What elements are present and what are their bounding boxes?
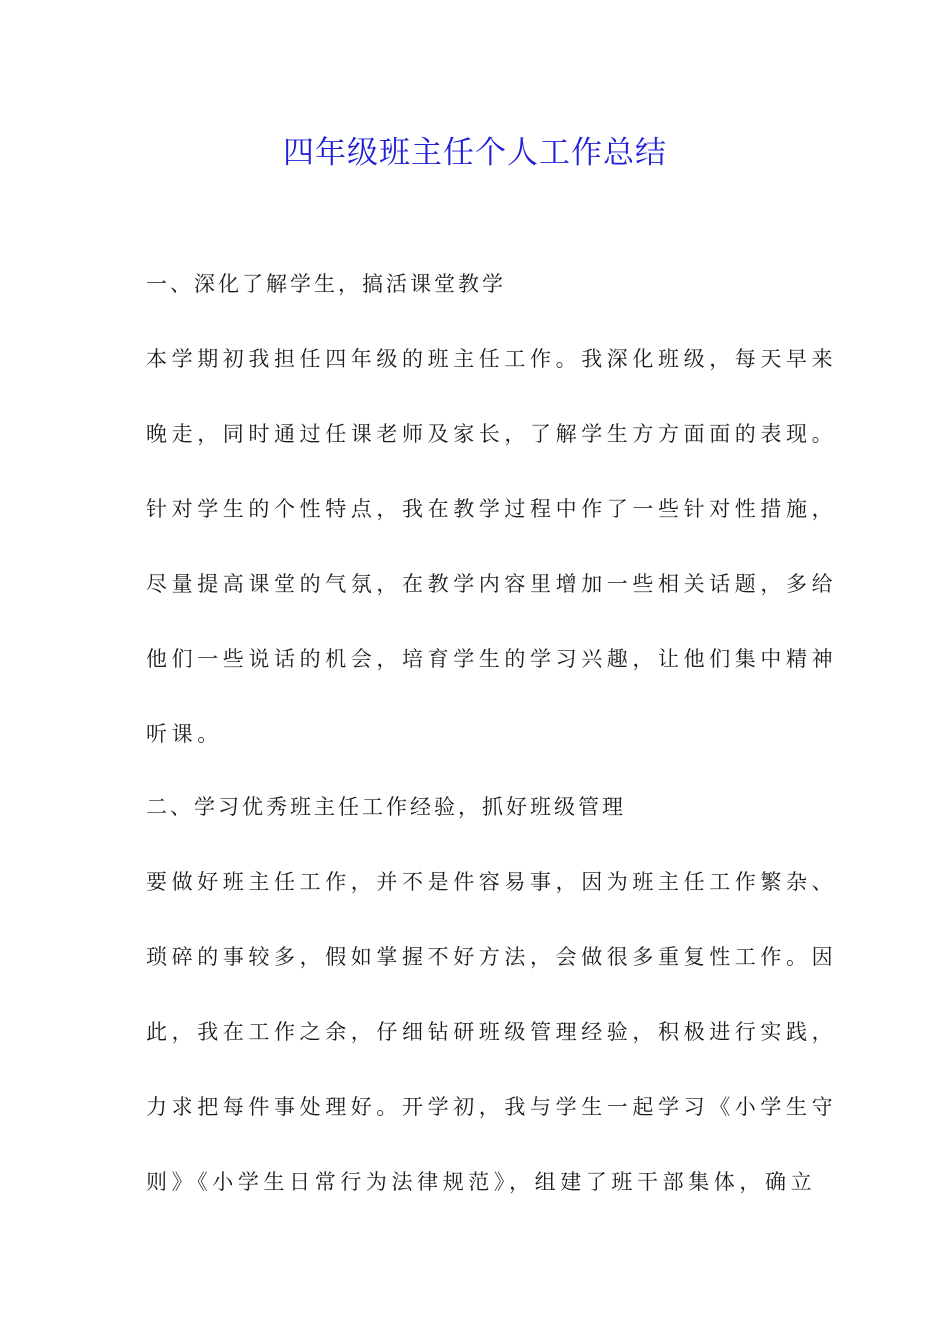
section-heading-2: 二、学习优秀班主任工作经验，抓好班级管理 bbox=[146, 795, 626, 819]
document-title: 四年级班主任个人工作总结 bbox=[283, 135, 667, 171]
paragraph-line: 则》《小学生日常行为法律规范》，组建了班干部集体，确立 bbox=[146, 1170, 817, 1194]
paragraph-line: 力求把每件事处理好。开学初，我与学生一起学习《小学生守 bbox=[146, 1095, 838, 1119]
paragraph-line: 尽量提高课堂的气氛，在教学内容里增加一些相关话题，多给 bbox=[146, 572, 838, 596]
section-heading-1: 一、深化了解学生，搞活课堂教学 bbox=[146, 272, 506, 296]
paragraph-line: 琐碎的事较多，假如掌握不好方法，会做很多重复性工作。因 bbox=[146, 945, 838, 969]
paragraph-line: 他们一些说话的机会，培育学生的学习兴趣，让他们集中精神 bbox=[146, 647, 838, 671]
paragraph-line: 本学期初我担任四年级的班主任工作。我深化班级，每天早来 bbox=[146, 347, 838, 371]
paragraph-line: 针对学生的个性特点，我在教学过程中作了一些针对性措施， bbox=[146, 497, 838, 521]
paragraph-line: 要做好班主任工作，并不是件容易事，因为班主任工作繁杂、 bbox=[146, 870, 838, 894]
paragraph-line: 听课。 bbox=[146, 722, 223, 746]
paragraph-line: 此，我在工作之余，仔细钻研班级管理经验，积极进行实践， bbox=[146, 1020, 838, 1044]
paragraph-line: 晚走，同时通过任课老师及家长，了解学生方方面面的表现。 bbox=[146, 422, 838, 446]
